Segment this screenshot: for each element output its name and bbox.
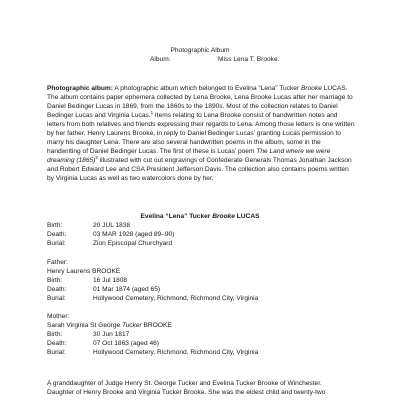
album-label: Album: [150,56,171,63]
person-burial-row [47,239,367,248]
mother-burial-row [47,348,367,357]
mother-death-row [47,339,367,348]
page-title: Photographic Album [170,47,230,54]
footnote-ref-1[interactable]: 1 [150,109,154,115]
father-label: Father: [47,259,68,266]
mother-name-given: Sarah Virginia St George [47,322,123,329]
mother-name-surname: BROOKE [141,322,172,329]
intro-text-2: LUCAS. The album contains paper ephemera collected by Lena Brooke, Lena Brooke Lucas after her marriage to Daniel Bedinger Lucas in 1869, from the 1860s to the 1890s. Most of the collection relates to Daniel Bedinger Lucas and Virginia Lucas. [47,85,353,119]
death-value: 07 Oct 1863 (aged 46) [93,340,159,347]
death-label: Death: [47,286,67,293]
album-value: Miss Lena T. Brooke. [218,56,280,63]
intro-text-1: A photographic album which belonged to Evelina “Lena” Tucker [112,85,301,92]
birth-label: Birth: [47,331,63,338]
father-section [47,258,367,303]
intro-paragraph [47,84,356,183]
mother-label: Mother: [47,313,70,320]
death-label: Death: [47,231,67,238]
burial-label: Burial: [47,295,66,302]
closing-line-2: Daughter of Henry Brooke and Virginia Tucker Brooke. She was the eldest child and twenty-two [47,389,326,396]
person-death-row [47,230,367,239]
mother-section [47,312,367,357]
poem-title: The Land where we were dreaming (1865) [47,148,331,164]
birth-label: Birth: [47,277,63,284]
birth-label: Birth: [47,222,63,229]
person-heading-em: Brooke [212,213,235,220]
closing-paragraph [47,379,367,397]
person-birth-row [47,221,367,230]
mother-name-em: Tucker [122,322,142,329]
father-name: Henry Laurens BROOKE [47,268,121,275]
person-facts [47,221,367,248]
mother-name [47,321,367,330]
death-label: Death: [47,340,67,347]
intro-text-4: illustrated with cut out engravings of Confederate Generals Thomas Jonathan Jackson and Robert Edward Lee and CSA President Jefferson Davis. The collection also contains poems written by Virginia Lucas as well as two watercolors done by her. [47,157,352,182]
footnote-ref-2[interactable]: 2 [95,154,98,160]
intro-text-3: Items relating to Lena Brooke consist of handwritten notes and letters from both relatives and friends expressing their regards to Lena. Among those letters is one written by her father, Henry Laurens Brooke, in reply to Daniel Bedinger Lucas’ granting Lucas permission to marry his daughter Lena. There are also several handwritten poems in the album, some in the handwriting of Daniel Bedinger Lucas. The first of these is Lucas’ poem [47,112,355,155]
person-heading [0,212,400,221]
father-death-row [47,285,367,294]
document-header [0,46,400,64]
burial-value: Hollywood Cemetery, Richmond, Richmond City, Virginia [93,349,259,356]
burial-value: Zion Episcopal Churchyard [93,240,173,247]
closing-line-1: A granddaughter of Judge Henry St. George Tucker and Evelina Tucker Brooke of Winchester. [47,380,322,387]
burial-label: Burial: [47,349,66,356]
birth-value: 16 Jul 1808 [93,277,128,284]
person-heading-surname: LUCAS [234,213,260,220]
father-birth-row [47,276,367,285]
death-value: 01 Mar 1874 (aged 65) [93,286,161,293]
father-burial-row [47,294,367,303]
burial-label: Burial: [47,240,66,247]
album-line [0,55,400,64]
intro-lead: Photographic album: [47,85,113,92]
intro-brooke-em: Brooke [300,85,322,92]
burial-value: Hollywood Cemetery, Richmond, Richmond City, Virginia [93,295,259,302]
birth-value: 30 Jun 1817 [93,331,130,338]
person-heading-name: Evelina “Lena” Tucker [140,213,213,220]
mother-birth-row [47,330,367,339]
death-value: 03 MAR 1928 (aged 89–90) [93,231,175,238]
birth-value: 20 JUL 1838 [93,222,131,229]
